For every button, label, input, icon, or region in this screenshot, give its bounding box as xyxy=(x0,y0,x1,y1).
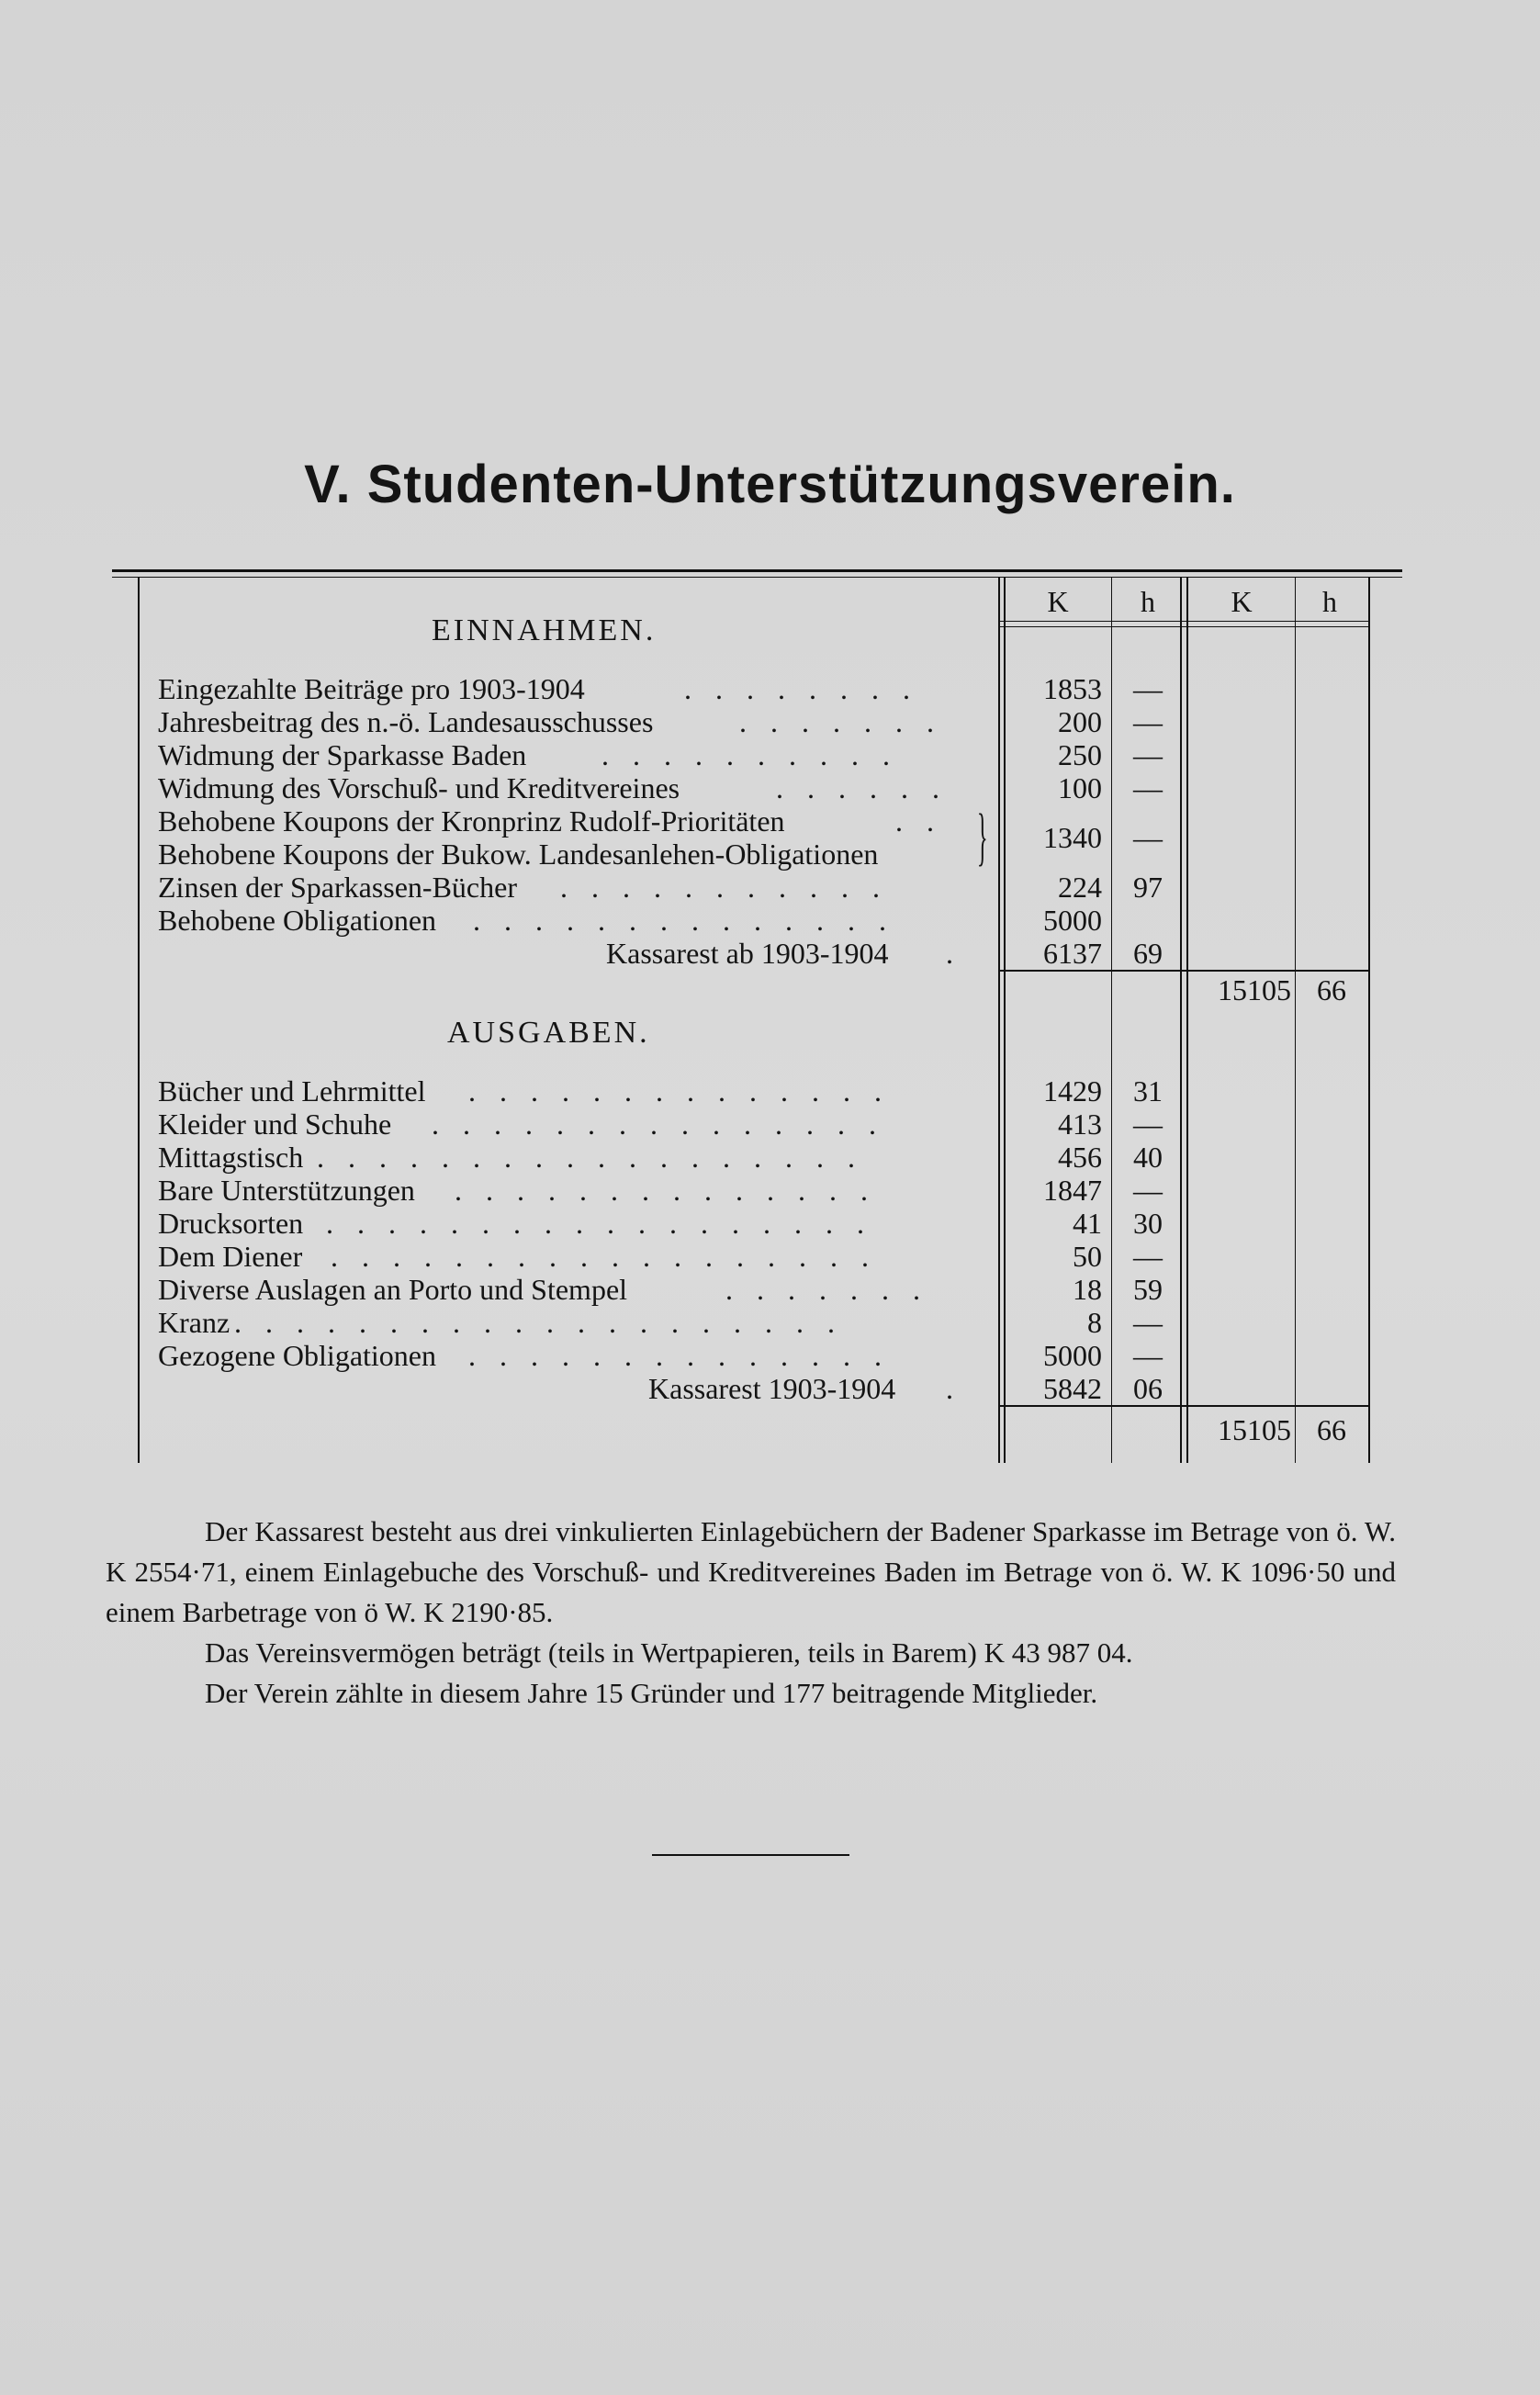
header-rule xyxy=(998,626,1370,627)
leader-dots: . . . . . . . . xyxy=(684,672,918,705)
leader-dots: . . . . . . . . . . . . . . . . . . xyxy=(331,1240,877,1273)
col-header-h: h xyxy=(1141,585,1155,618)
table-row-label: Behobene Koupons der Bukow. Landesanlehen-Obligationen xyxy=(158,838,879,871)
ausgaben-title: AUSGABEN. xyxy=(447,1016,650,1050)
table-top-rule xyxy=(112,569,1402,572)
table-cell-k: 224 xyxy=(1058,871,1102,904)
table-row-label: Drucksorten xyxy=(158,1207,304,1240)
table-cell-h: 97 xyxy=(1133,871,1163,904)
leader-dots: . . . . . . . . . . . . . . xyxy=(455,1174,876,1207)
table-cell-h: — xyxy=(1133,1306,1163,1339)
table-cell-h: 06 xyxy=(1133,1372,1163,1405)
table-cell-h: — xyxy=(1133,738,1163,771)
leader-dots: . . . . . . xyxy=(776,771,948,804)
page-title: V. Studenten-Unterstützungsverein. xyxy=(304,455,1236,514)
table-cell-h: 69 xyxy=(1133,937,1163,970)
table-right-border xyxy=(1368,577,1370,1463)
column-divider xyxy=(1295,577,1296,1463)
kassarest-label: Kassarest 1903-1904 xyxy=(648,1372,896,1405)
table-cell-h: — xyxy=(1133,672,1163,705)
table-cell-h: — xyxy=(1133,1339,1163,1372)
table-cell-k: 200 xyxy=(1058,705,1102,738)
col-header-k: K xyxy=(1047,585,1069,618)
table-row-label: Behobene Obligationen xyxy=(158,904,437,937)
closing-rule xyxy=(652,1854,849,1856)
table-row-label: Gezogene Obligationen xyxy=(158,1339,436,1372)
table-row-label: Kranz xyxy=(158,1306,230,1339)
table-cell-h: — xyxy=(1133,705,1163,738)
table-cell-h: 31 xyxy=(1133,1074,1163,1108)
column-divider xyxy=(1111,577,1112,1463)
total-k: 15105 xyxy=(1218,973,1291,1006)
leader-dots: . . . . . . . . . . . . . . . . . . xyxy=(326,1207,872,1240)
table-row-label: Bücher und Lehrmittel xyxy=(158,1074,426,1108)
notes xyxy=(106,1512,1396,1714)
column-divider xyxy=(1180,577,1182,1463)
leader-dots: . . . . . . . . . . . . . . xyxy=(468,1339,890,1372)
leader-dots: . xyxy=(946,1372,961,1405)
table-cell-h: — xyxy=(1133,1108,1163,1141)
table-cell-k: 100 xyxy=(1058,771,1102,804)
table-cell-h: — xyxy=(1133,1174,1163,1207)
col-header-h: h xyxy=(1322,585,1337,618)
note-paragraph: Der Verein zählte in diesem Jahre 15 Gründer und 177 beitragende Mitglieder. xyxy=(205,1677,1098,1709)
leader-dots: . . . . . . . xyxy=(739,705,942,738)
leader-dots: . . . . . . . xyxy=(725,1273,928,1306)
subtotal-rule xyxy=(998,1405,1370,1407)
table-cell-k: 5842 xyxy=(1043,1372,1102,1405)
table-cell-k: 1847 xyxy=(1043,1174,1102,1207)
table-left-border xyxy=(138,577,140,1463)
table-cell-k: 456 xyxy=(1058,1141,1102,1174)
leader-dots: . . . . . . . . . . . . . . . . . . . . xyxy=(234,1306,843,1339)
leader-dots: . . . . . . . . . . . . . . . . . . xyxy=(317,1141,863,1174)
einnahmen-title: EINNAHMEN. xyxy=(432,613,657,647)
table-cell-k: 6137 xyxy=(1043,937,1102,970)
table-cell-h: 59 xyxy=(1133,1273,1163,1306)
table-cell-k: 41 xyxy=(1073,1207,1102,1240)
table-row-label: Eingezahlte Beiträge pro 1903-1904 xyxy=(158,672,585,705)
kassarest-label: Kassarest ab 1903-1904 xyxy=(606,937,889,970)
brace: } xyxy=(976,802,988,872)
table-row-label: Widmung des Vorschuß- und Kreditvereines xyxy=(158,771,680,804)
table-row-label: Dem Diener xyxy=(158,1240,303,1273)
table-cell-k: 8 xyxy=(1087,1306,1102,1339)
table-cell-k: 413 xyxy=(1058,1108,1102,1141)
subtotal-rule xyxy=(998,970,1370,972)
table-cell-h: 30 xyxy=(1133,1207,1163,1240)
leader-dots: . xyxy=(946,937,961,970)
table-cell-k: 1853 xyxy=(1043,672,1102,705)
total-h: 66 xyxy=(1317,973,1346,1006)
table-row-label: Widmung der Sparkasse Baden xyxy=(158,738,527,771)
table-cell-h: 40 xyxy=(1133,1141,1163,1174)
leader-dots: . . . . . . . . . . . xyxy=(560,871,888,904)
table-cell-k: 18 xyxy=(1073,1273,1102,1306)
table-cell-h: — xyxy=(1133,771,1163,804)
leader-dots: . . . . . . . . . . . . . . xyxy=(468,1074,890,1108)
total-k: 15105 xyxy=(1218,1413,1291,1446)
note-paragraph: Der Kassarest besteht aus drei vinkulierten Einlagebüchern der Badener Sparkasse im Betrage von ö. W. K 2554·71, einem Einlagebuche des Vorschuß- und Kreditvereines Baden im Betrage von ö. W. K 1096·50 und einem Barbetrage von ö W. K 2190·85. xyxy=(106,1515,1396,1628)
table-row-label: Behobene Koupons der Kronprinz Rudolf-Prioritäten xyxy=(158,804,785,838)
table-cell-h: — xyxy=(1133,821,1163,854)
col-header-k: K xyxy=(1231,585,1253,618)
leader-dots: . . . . . . . . . . . . . . xyxy=(473,904,894,937)
table-cell-k: 250 xyxy=(1058,738,1102,771)
leader-dots: . . xyxy=(895,804,942,838)
leader-dots: . . . . . . . . . . . . . . . xyxy=(432,1108,884,1141)
table-row-label: Mittagstisch xyxy=(158,1141,304,1174)
table-cell-k: 1429 xyxy=(1043,1074,1102,1108)
table-cell-k: 1340 xyxy=(1043,821,1102,854)
note-paragraph: Das Vereinsvermögen beträgt (teils in Wertpapieren, teils in Barem) K 43 987 04. xyxy=(205,1636,1133,1669)
table-row-label: Diverse Auslagen an Porto und Stempel xyxy=(158,1273,628,1306)
column-divider xyxy=(1186,577,1188,1463)
table-row-label: Jahresbeitrag des n.-ö. Landesausschusses xyxy=(158,705,654,738)
header-rule xyxy=(998,621,1370,622)
total-h: 66 xyxy=(1317,1413,1346,1446)
table-cell-h: — xyxy=(1133,1240,1163,1273)
column-divider xyxy=(998,577,1000,1463)
table-row-label: Zinsen der Sparkassen-Bücher xyxy=(158,871,517,904)
leader-dots: . . . . . . . . . . xyxy=(601,738,898,771)
table-top-rule-thin xyxy=(112,577,1402,578)
table-cell-k: 50 xyxy=(1073,1240,1102,1273)
table-row-label: Kleider und Schuhe xyxy=(158,1108,392,1141)
table-cell-k: 5000 xyxy=(1043,1339,1102,1372)
table-row-label: Bare Unterstützungen xyxy=(158,1174,415,1207)
table-cell-k: 5000 xyxy=(1043,904,1102,937)
